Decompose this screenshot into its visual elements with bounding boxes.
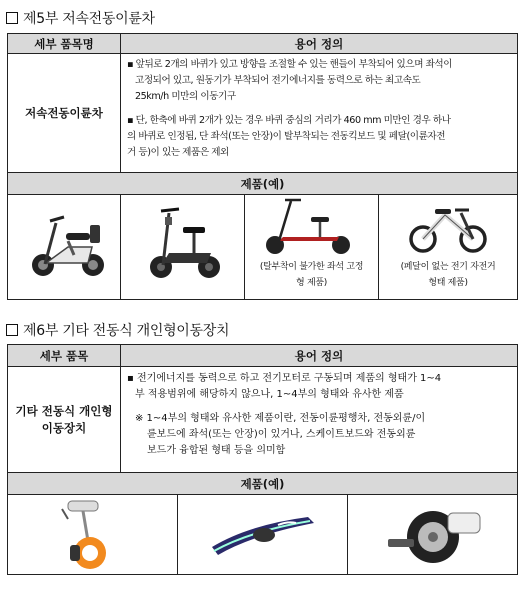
caption-line: (페달이 없는 전기 자전거 [400,262,496,272]
definition-line: ▪ 전기에너지를 동력으로 하고 전기모터로 구동되며 제품의 형태가 1~4 [127,373,442,384]
seated-scooter-icon [8,195,121,295]
products-header: 제품(예) [8,473,518,495]
definition-cell [121,367,518,473]
product-image-cell [245,195,379,300]
definition-line: 거 등)이 있는 제품은 제외 [127,147,229,158]
product-image-cell [8,495,178,575]
caption-line: (탈부착이 불가한 좌석 고정 [259,262,364,272]
definition-line: ※ 1~4부의 형태와 유사한 제품이란, 전동이륜평행차, 전동외륜/이 [135,413,426,424]
col-header-definition: 용어 정의 [121,345,518,367]
product-caption [245,259,378,291]
definition-text [127,371,517,459]
definition-line: 의 바퀴로 인정됨, 단 좌석(또는 안장)이 탈부착되는 전동킥보드 및 페달(이륜자전 [127,131,446,142]
section5-title: 제5부 저속전동이륜차 [6,8,155,28]
folding-ebike-icon [379,195,518,257]
definition-line: ▪ 앞뒤로 2개의 바퀴가 있고 방향을 조절할 수 있는 핸들이 부착되어 있으며 좌석이 [127,59,453,70]
onewheel-board-icon [178,495,348,573]
section6-table [7,344,518,575]
product-image-cell [379,195,518,300]
product-caption [379,259,517,291]
caption-line: 형 제품) [296,278,327,288]
product-image-cell [121,195,245,300]
seated-balance-wheel-icon [8,495,178,573]
section6-title: 제6부 기타 전동식 개인형이동장치 [6,320,229,340]
kick-scooter-seat-icon [245,195,379,257]
definition-line: 륜보드에 좌석(또는 안장)이 있거나, 스케이트보드와 전동외륜 [147,429,416,440]
definition-line: 25km/h 미만의 이동기구 [135,91,236,102]
item-name-line: 이동장치 [41,420,87,435]
definition-text [127,57,517,161]
product-image-cell [178,495,348,575]
definition-line: 보드가 융합된 형태 등을 의미함 [147,445,286,456]
definition-cell [121,54,518,173]
checkbox-square-icon [6,324,18,336]
seated-escooter-icon [121,195,245,295]
checkbox-square-icon [6,12,18,24]
item-name-line: 기타 전동식 개인형 [15,403,113,418]
col-header-item: 세부 품목 [8,345,121,367]
col-header-item: 세부 품목명 [8,34,121,54]
definition-line: ▪ 단, 한축에 바퀴 2개가 있는 경우 바퀴 중심의 거리가 460 mm 미만인 경우 하나 [127,115,451,126]
item-name: 저속전동이륜차 [8,54,121,173]
col-header-definition: 용어 정의 [121,34,518,54]
product-image-cell [8,195,121,300]
item-name [8,367,121,473]
product-image-cell [348,495,518,575]
monowheel-icon [348,495,518,573]
definition-line: 부 적용범위에 해당하지 않으나, 1~4부의 형태와 유사한 제품 [135,389,404,400]
definition-line-spacer [127,403,517,411]
section5-table [7,33,518,300]
caption-line: 형태 제품) [428,278,468,288]
products-header: 제품(예) [8,173,518,195]
definition-line: 고정되어 있고, 원동기가 부착되어 전기에너지를 동력으로 하는 최고속도 [135,75,421,86]
